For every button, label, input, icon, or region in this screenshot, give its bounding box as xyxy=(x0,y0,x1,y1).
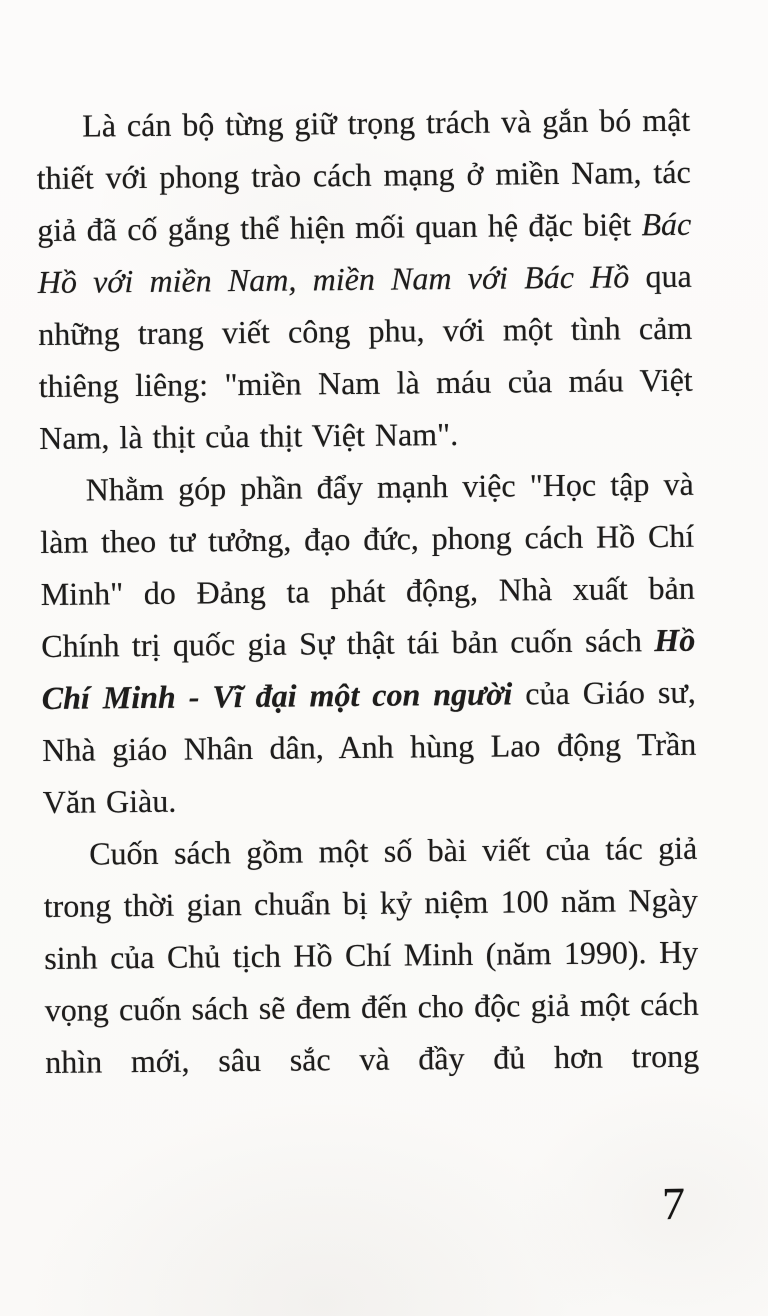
text-segment: Hồ Chí Minh - Vĩ đại một con người xyxy=(41,621,696,716)
text-segment: Nhằm góp phần đẩy mạnh việc "Học tập và làm theo tư tưởng, đạo đức, phong cách Hồ Chí Minh" do Đảng ta phát động, Nhà xuất bản Chính trị quốc gia Sự thật tái bản cuốn sách xyxy=(40,465,695,664)
text-segment: Cuốn sách gồm một số bài viết của tác giả trong thời gian chuẩn bị kỷ niệm 100 năm Ngày sinh của Chủ tịch Hồ Chí Minh (năm 1990). Hy vọng cuốn sách sẽ đem đến cho độc giả một cách nhìn mới, sâu sắc và đầy đủ hơn trong xyxy=(43,829,700,1080)
page-number: 7 xyxy=(661,1177,686,1230)
paragraph-1 xyxy=(36,94,693,464)
text-segment: của Giáo sư, Nhà giáo Nhân dân, Anh hùng Lao động Trần Văn Giàu. xyxy=(42,673,697,820)
text-segment: Là cán bộ từng giữ trọng trách và gắn bó mật thiết với phong trào cách mạng ở miền Nam, tác giả đã cố gắng thể hiện mối quan hệ đặc biệt xyxy=(36,101,691,248)
text-segment: Bác Hồ với miền Nam, miền Nam với Bác Hồ xyxy=(37,205,692,300)
paragraph-3 xyxy=(43,822,699,1088)
text-segment: qua những trang viết công phu, với một tình cảm thiêng liêng: "miền Nam là máu của máu Việt Nam, là thịt của thịt Việt Nam". xyxy=(38,257,693,456)
paragraph-2 xyxy=(39,458,696,828)
page-paragraphs xyxy=(36,94,699,1088)
